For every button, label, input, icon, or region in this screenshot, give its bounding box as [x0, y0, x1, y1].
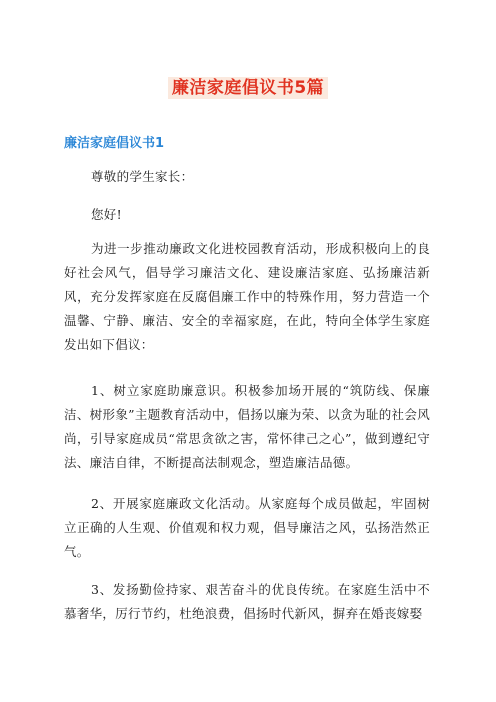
proposal-item-1: 1、树立家庭助廉意识。积极参加场开展的“筑防线、保廉洁、树形象”主题教育活动中，倡扬以廉为荣、以贪为耻的社会风尚，引导家庭成员“常思贪欲之害，常怀律己之心”，做到遵纪守法、廉洁自律，不断提高法制观念，塑造廉洁品德。 — [64, 383, 430, 470]
section-heading: 廉洁家庭倡议书1 — [64, 136, 165, 151]
proposal-item-3: 3、发扬勤俭持家、艰苦奋斗的优良传统。在家庭生活中不慕奢华，厉行节约，杜绝浪费，倡扬时代新风，摒弃在婚丧嫁娶 — [64, 582, 430, 621]
document-title: 廉洁家庭倡议书5篇 — [168, 77, 328, 99]
greeting-paragraph: 您好! — [91, 207, 122, 222]
proposal-item-2: 2、开展家庭廉政文化活动。从家庭每个成员做起，牢固树立正确的人生观、价值观和权力观，倡导廉洁之风，弘扬浩然正气。 — [64, 496, 430, 559]
salutation-paragraph: 尊敬的学生家长： — [91, 169, 194, 184]
document-title-container — [0, 77, 496, 99]
intro-paragraph: 为进一步推动廉政文化进校园教育活动，形成积极向上的良好社会风气，倡导学习廉洁文化、建设廉洁家庭、弘扬廉洁新风，充分发挥家庭在反腐倡廉工作中的特殊作用，努力营造一个温馨、宁静、廉洁、安全的幸福家庭，在此，特向全体学生家庭发出如下倡议： — [64, 241, 430, 352]
